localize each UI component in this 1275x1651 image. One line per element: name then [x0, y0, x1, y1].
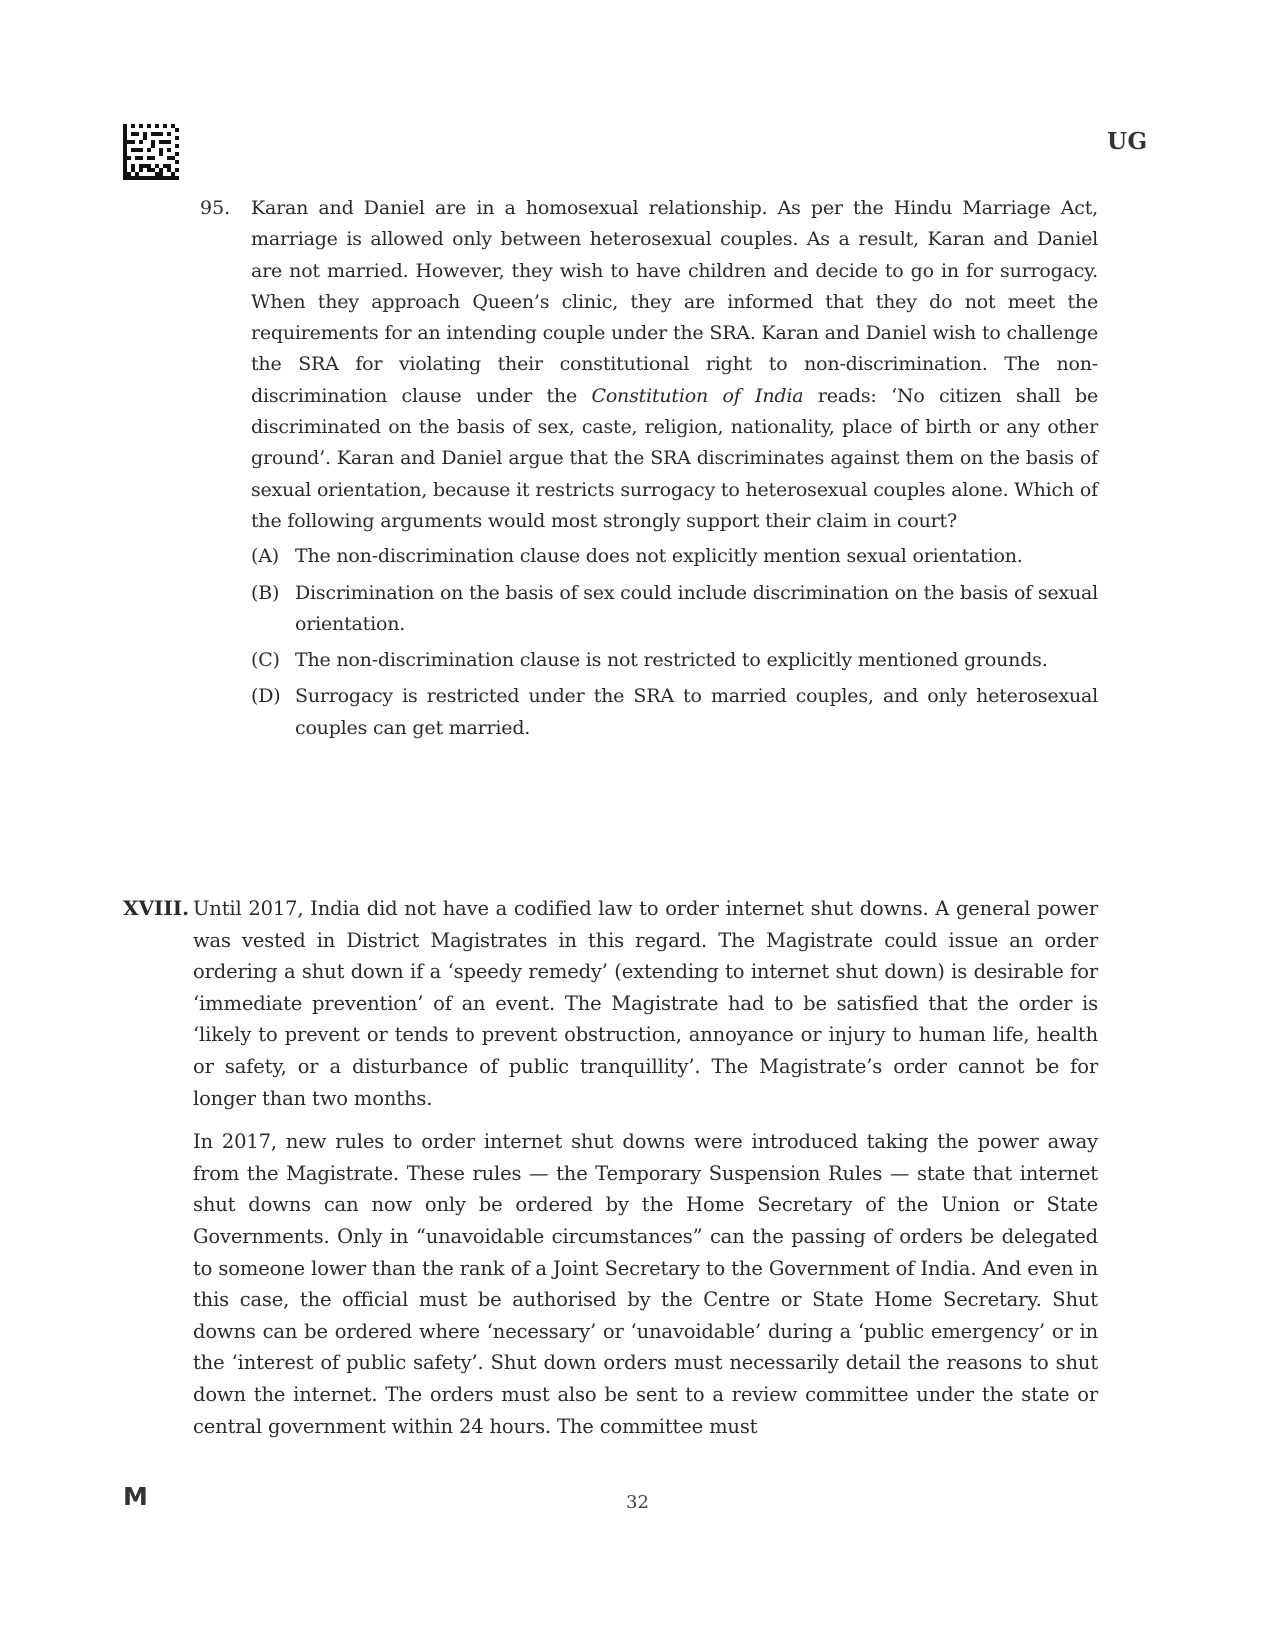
option-label: (A)	[251, 545, 279, 568]
option-d[interactable]	[251, 681, 1098, 744]
option-label: (B)	[251, 581, 280, 604]
option-text: Discrimination on the basis of sex could include discrimination on the basis of sexual orientation.	[295, 581, 1099, 635]
page-number: 32	[626, 1492, 649, 1513]
option-text: The non-discrimination clause is not restricted to explicitly mentioned grounds.	[295, 649, 1048, 672]
passage-paragraph-1: Until 2017, India did not have a codified law to order internet shut downs. A general power was vested in District Magistrates in this regard. The Magistrate could issue an order ordering a shut down if a ‘speedy remedy’ (extending to internet shut down) is desirable for ‘immediate prevention’ of an event. The Magistrate had to be satisfied that the order is ‘likely to prevent or tends to prevent obstruction, annoyance or injury to human life, health or safety, or a disturbance of public tranquillity’. The Magistrate’s order cannot be for longer than two months.	[193, 897, 1098, 1110]
booklet-letter: M	[123, 1482, 148, 1511]
option-text: The non-discrimination clause does not explicitly mention sexual orientation.	[295, 545, 1023, 568]
question-95	[200, 193, 1098, 749]
passage-paragraph-2: In 2017, new rules to order internet shut downs were introduced taking the power away from the Magistrate. These rules — the Temporary Suspension Rules — state that internet shut downs can now only be ordered by the Home Secretary of the Union or State Governments. Only in “unavoidable circumstances” can the passing of orders be delegated to someone lower than the rank of a Joint Secretary to the Government of India. And even in this case, the official must be authorised by the Centre or State Home Secretary. Shut downs can be ordered where ‘necessary’ or ‘unavoidable’ during a ‘public emergency’ or in the ‘interest of public safety’. Shut down orders must necessarily detail the reasons to shut down the internet. The orders must also be sent to a review committee under the state or central government within 24 hours. The committee must	[193, 1130, 1098, 1438]
passage-number: XVIII.	[123, 896, 190, 920]
option-c[interactable]	[251, 645, 1098, 676]
option-a[interactable]	[251, 541, 1098, 572]
question-text-italic: Constitution of India	[591, 384, 804, 407]
question-text-part-2: reads: ‘No citizen shall be discriminated on the basis of sex, caste, religion, nationality, place of birth or any other ground’. Karan and Daniel argue that the SRA discriminates against them on the basis of sexual orientation, because it restricts surrogacy to heterosexual couples alone. Which of the following arguments would most strongly support their claim in court?	[251, 384, 1098, 532]
data-matrix-code	[123, 124, 179, 180]
question-number: 95.	[200, 197, 231, 219]
option-b[interactable]	[251, 578, 1098, 641]
answer-options	[251, 541, 1098, 744]
option-label: (D)	[251, 685, 281, 708]
option-text: Surrogacy is restricted under the SRA to married couples, and only heterosexual couples can get married.	[295, 685, 1098, 739]
series-code: UG	[1107, 128, 1148, 155]
passage-xviii	[123, 893, 1098, 1442]
option-label: (C)	[251, 649, 280, 672]
question-text	[251, 193, 1098, 537]
question-text-part-1: Karan and Daniel are in a homosexual relationship. As per the Hindu Marriage Act, marriage is allowed only between heterosexual couples. As a result, Karan and Daniel are not married. However, they wish to have children and decide to go in for surrogacy. When they approach Queen’s clinic, they are informed that they do not meet the requirements for an intending couple under the SRA. Karan and Daniel wish to challenge the SRA for violating their constitutional right to non-discrimination. The non-discrimination clause under the	[251, 197, 1098, 407]
